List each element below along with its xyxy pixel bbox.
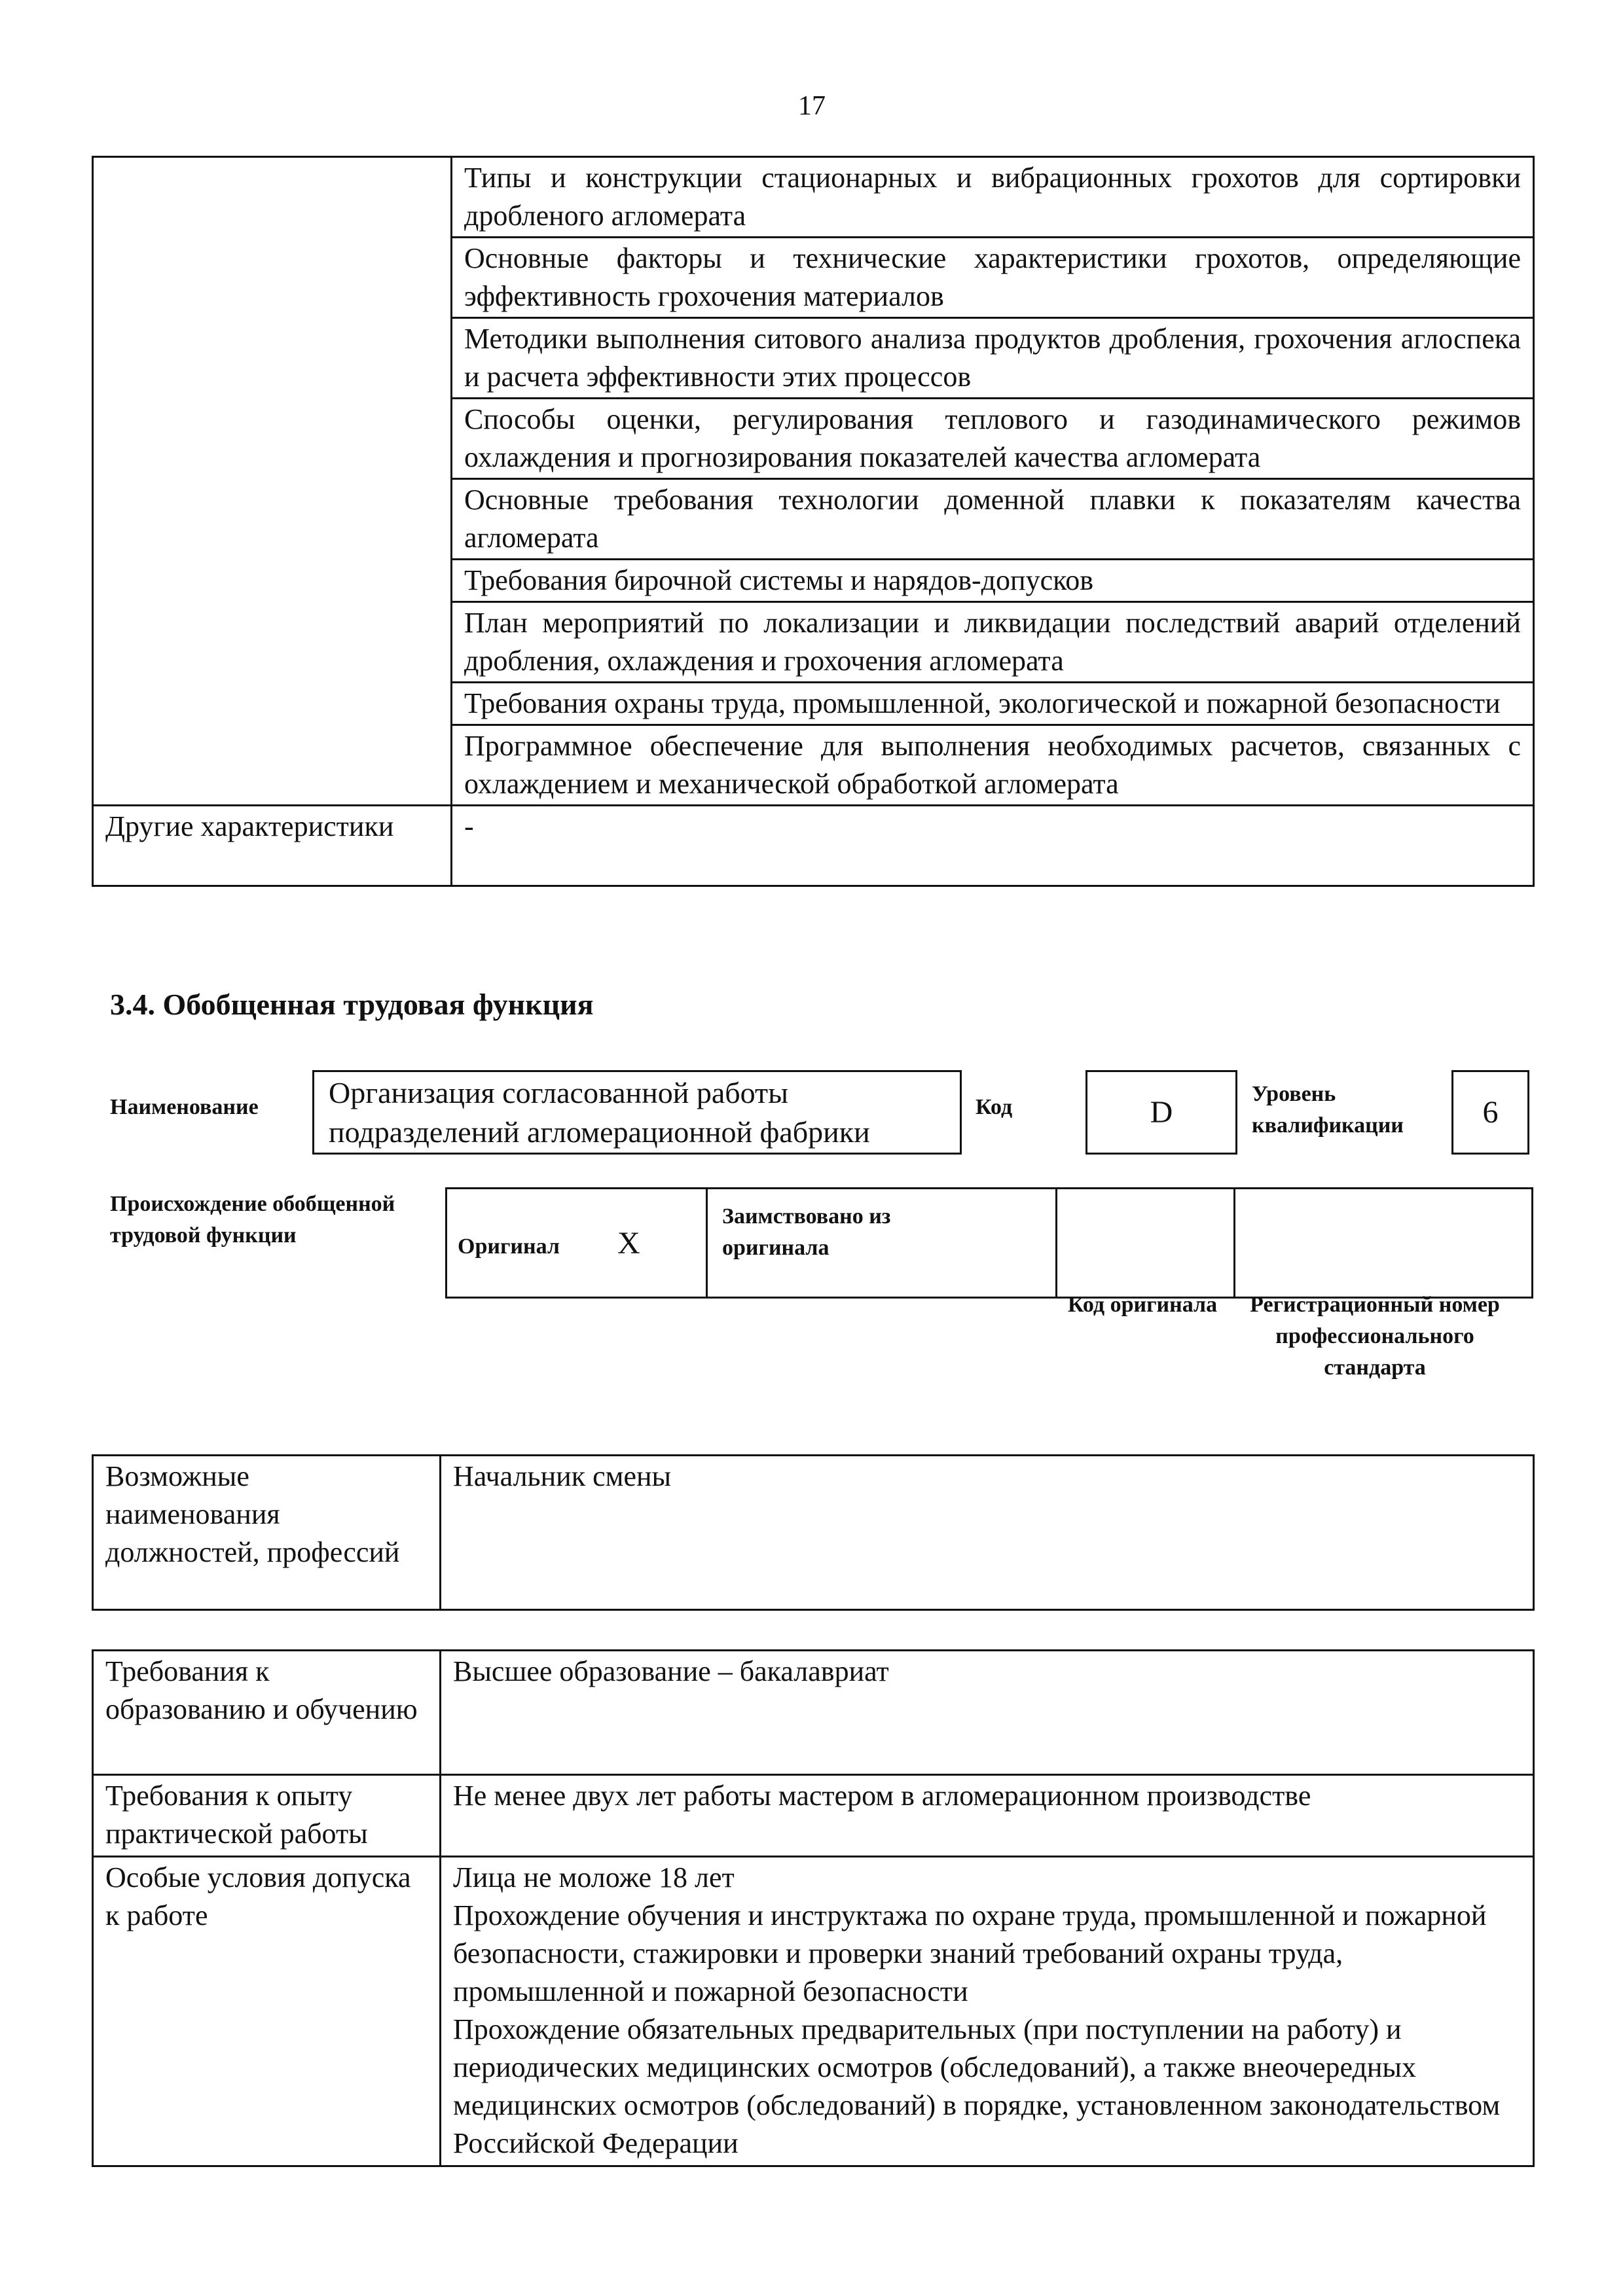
condition-item: Лица не моложе 18 лет: [453, 1861, 735, 1893]
knowledge-item: Программное обеспечение для выполнения необходимых расчетов, связанных с охлаждением и механической обработкой агломерата: [452, 725, 1534, 806]
section-heading: 3.4. Обобщенная трудовая функция: [110, 988, 594, 1021]
original-cell: [447, 1189, 707, 1298]
page-number: 17: [798, 91, 826, 121]
level-box: 6: [1451, 1070, 1529, 1155]
origin-label: Происхождение обобщенной трудовой функции: [110, 1192, 395, 1247]
reg-number-cell: [1235, 1189, 1533, 1298]
original-mark: X: [617, 1225, 640, 1261]
conditions-label: Особые условия допуска к работе: [93, 1857, 441, 2166]
table-row: [447, 1189, 1533, 1298]
name-label: Наименование: [110, 1095, 259, 1119]
table-row: [93, 1456, 1534, 1610]
borrowed-label: [707, 1189, 1057, 1298]
origin-table: [445, 1187, 1533, 1299]
positions-value: Начальник смены: [441, 1456, 1534, 1610]
code-box: D: [1085, 1070, 1237, 1155]
table-cell-empty: [93, 157, 452, 806]
education-label: Требования к образованию и обучению: [93, 1651, 441, 1775]
knowledge-item: Основные факторы и технические характеристики грохотов, определяющие эффективность грохочения материалов: [452, 238, 1534, 318]
code-label: Код: [976, 1095, 1013, 1119]
positions-label: Возможные наименования должностей, профессий: [93, 1456, 441, 1610]
other-characteristics-label: Другие характеристики: [93, 806, 452, 886]
table-row: [93, 1775, 1534, 1857]
knowledge-item: План мероприятий по локализации и ликвидации последствий аварий отделений дробления, охлаждения и грохочения агломерата: [452, 602, 1534, 683]
knowledge-item: Основные требования технологии доменной плавки к показателям качества агломерата: [452, 479, 1534, 560]
condition-item: Прохождение обязательных предварительных (при поступлении на работу) и периодических медицинских осмотров (обследований), а также внеочередных медицинских осмотров (обследований) в порядке, установленном законодательством Российской Федерации: [453, 2013, 1501, 2159]
positions-table: [92, 1454, 1535, 1611]
knowledge-table: [92, 156, 1535, 887]
borrowed-label-text: Заимствовано из оригинала: [722, 1204, 891, 1260]
experience-value: Не менее двух лет работы мастером в агломерационном производстве: [441, 1775, 1534, 1857]
table-row: [93, 1857, 1534, 2166]
knowledge-item: Способы оценки, регулирования теплового и газодинамического режимов охлаждения и прогнозирования показателей качества агломерата: [452, 399, 1534, 479]
other-characteristics-value: -: [452, 806, 1534, 886]
experience-label: Требования к опыту практической работы: [93, 1775, 441, 1857]
original-code-caption: Код оригинала: [1067, 1293, 1218, 1317]
knowledge-item: Методики выполнения ситового анализа продуктов дробления, грохочения аглоспека и расчета эффективности этих процессов: [452, 318, 1534, 399]
level-label: Уровень квалификации: [1252, 1082, 1404, 1138]
function-name-box: Организация согласованной работы подразделений агломерационной фабрики: [312, 1070, 962, 1155]
conditions-value: [441, 1857, 1534, 2166]
condition-item: Прохождение обучения и инструктажа по охране труда, промышленной и пожарной безопасности, стажировки и проверки знаний требований охраны труда, промышленной и пожарной безопасности: [453, 1899, 1487, 2007]
original-label: Оригинал: [458, 1234, 560, 1259]
table-row: [93, 806, 1534, 886]
reg-number-caption: Регистрационный номер профессионального стандарта: [1250, 1293, 1500, 1380]
education-value: Высшее образование – бакалавриат: [441, 1651, 1534, 1775]
table-row: [93, 157, 1534, 238]
knowledge-item: Типы и конструкции стационарных и вибрационных грохотов для сортировки дробленого агломерата: [452, 157, 1534, 238]
requirements-table: [92, 1649, 1535, 2167]
original-code-cell: [1057, 1189, 1235, 1298]
table-row: [93, 1651, 1534, 1775]
knowledge-item: Требования бирочной системы и нарядов-допусков: [452, 560, 1534, 602]
knowledge-item: Требования охраны труда, промышленной, экологической и пожарной безопасности: [452, 683, 1534, 725]
